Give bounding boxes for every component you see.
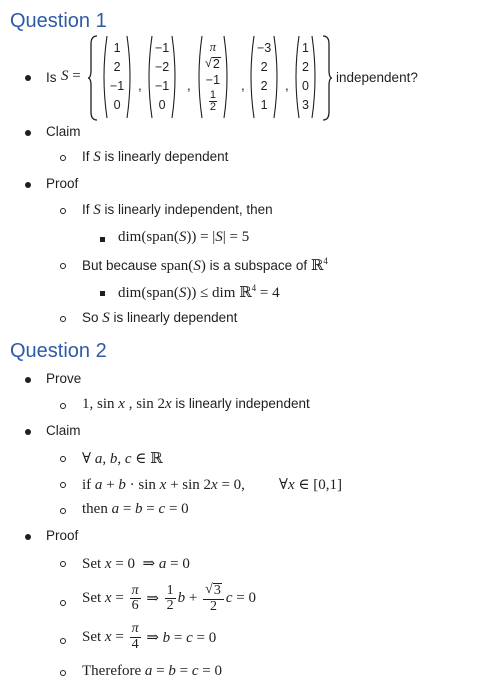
vector-entry: −2 bbox=[155, 60, 170, 75]
bullet bbox=[25, 377, 31, 383]
claim-line-2: if a + b · sin x + sin 2x = 0, ∀x ∈ [0,1] bbox=[82, 477, 342, 493]
proof-label-2: Proof bbox=[46, 528, 79, 543]
left-brace bbox=[87, 34, 99, 122]
vector-separator: , bbox=[138, 78, 142, 93]
column-vector bbox=[247, 32, 281, 122]
is-label: Is bbox=[46, 70, 57, 85]
vector-entry: −1 bbox=[155, 79, 170, 94]
vector-entry: $\frac{1}{2}$ bbox=[209, 89, 216, 114]
proof-step-1: If S is linearly independent, then bbox=[82, 202, 273, 218]
column-vector bbox=[100, 32, 134, 122]
vector-entry: 1 bbox=[260, 98, 268, 113]
bullet bbox=[60, 508, 66, 514]
bullet bbox=[60, 208, 66, 214]
bullet bbox=[60, 600, 66, 606]
bullet bbox=[100, 291, 105, 296]
proof-step-2a: dim(span(S)) ≤ dim ℝ$^4$ = 4 bbox=[118, 283, 280, 301]
vector-separator: , bbox=[187, 78, 191, 93]
claim-label: Claim bbox=[46, 124, 81, 139]
vector-entry: 1 bbox=[302, 41, 309, 56]
question-tail: independent? bbox=[336, 70, 418, 85]
bullet bbox=[60, 263, 66, 269]
bullet bbox=[60, 638, 66, 644]
claim-label-2: Claim bbox=[46, 423, 81, 438]
bullet bbox=[25, 130, 31, 136]
vector-entry: −3 bbox=[257, 41, 272, 56]
claim-line-3: then a = b = c = 0 bbox=[82, 501, 189, 517]
proof-2-step-1: Set x = 0 ⇒ a = 0 bbox=[82, 556, 190, 572]
claim-line-1: ∀ a, b, c ∈ ℝ bbox=[82, 451, 163, 467]
vector-entry: 0 bbox=[113, 98, 121, 113]
proof-label: Proof bbox=[46, 176, 79, 191]
bullet bbox=[60, 670, 66, 676]
set-lhs: S = bbox=[61, 68, 81, 84]
column-vector bbox=[292, 32, 319, 122]
vector-entry: 2 bbox=[260, 79, 268, 94]
bullet bbox=[60, 561, 66, 567]
vector-entry: 2 bbox=[113, 60, 121, 75]
proof-step-3: So S is linearly dependent bbox=[82, 310, 238, 326]
bullet bbox=[60, 403, 66, 409]
vector-entry: √ 2 bbox=[205, 55, 220, 71]
question-2-heading: Question 2 bbox=[10, 340, 107, 362]
bullet bbox=[25, 534, 31, 540]
vector-entry: 2 bbox=[260, 60, 268, 75]
vector-separator: , bbox=[241, 78, 245, 93]
bullet bbox=[25, 75, 31, 81]
prove-label: Prove bbox=[46, 371, 82, 386]
question-1-heading: Question 1 bbox=[10, 10, 107, 32]
proof-2-step-2: Set x = $\frac{\pi}{6}$ ⇒ 1 2 b + √ 3 2 c = 0 bbox=[82, 582, 256, 614]
claim-text: If S is linearly dependent bbox=[82, 149, 229, 165]
bullet bbox=[60, 456, 66, 462]
vector-entry: 0 bbox=[158, 98, 166, 113]
prove-text: 1, sin x , sin 2x is linearly independent bbox=[82, 396, 310, 412]
vector-entry: 3 bbox=[302, 98, 309, 113]
vector-entry: −1 bbox=[110, 79, 125, 94]
vector-entry: −1 bbox=[155, 41, 170, 56]
column-vector bbox=[195, 32, 231, 122]
bullet bbox=[60, 316, 66, 322]
bullet bbox=[25, 429, 31, 435]
proof-2-step-3: Set x = $\frac{\pi}{4}$ ⇒ b = c = 0 bbox=[82, 621, 217, 652]
vector-entry: 1 bbox=[113, 41, 121, 56]
column-vector bbox=[145, 32, 179, 122]
vector-entry: 2 bbox=[302, 60, 309, 75]
bullet bbox=[60, 482, 66, 488]
right-brace bbox=[321, 34, 333, 122]
bullet bbox=[25, 182, 31, 188]
proof-step-1a: dim(span(S)) = |S| = 5 bbox=[118, 229, 250, 245]
proof-step-2: But because span(S) is a subspace of ℝ$^4$ bbox=[82, 256, 328, 274]
vector-separator: , bbox=[285, 78, 289, 93]
vector-entry: 0 bbox=[302, 79, 309, 94]
vector-entry: π bbox=[209, 39, 217, 54]
vector-entry: −1 bbox=[205, 73, 221, 88]
proof-2-step-4: Therefore a = b = c = 0 bbox=[82, 663, 222, 679]
bullet bbox=[60, 155, 66, 161]
bullet bbox=[100, 237, 105, 242]
